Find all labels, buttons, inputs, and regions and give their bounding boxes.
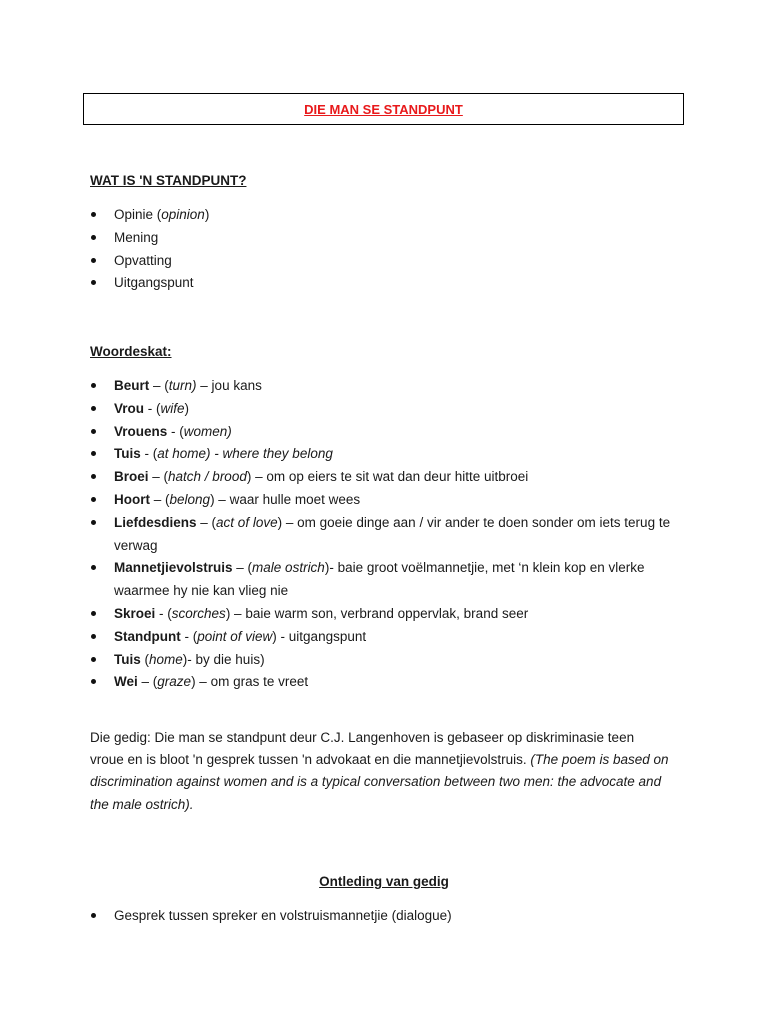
title-box: [83, 93, 684, 125]
list-item: Beurt – (turn) – jou kans: [90, 375, 676, 398]
list-item: Vrouens - (women): [90, 421, 676, 444]
section-heading-woordeskat: Woordeskat:: [90, 344, 172, 359]
poem-description: Die gedig: Die man se standpunt deur C.J. Langenhoven is gebaseer op diskriminasie teen vroue en is bloot 'n gesprek tussen 'n advokaat en die mannetjievolstruis. (The poem is based on discrimination against women and is a typical conversation between two men: the advocate and the male ostrich).: [90, 730, 669, 812]
section-heading-ontleding: Ontleding van gedig: [319, 874, 449, 889]
vocabulary-list: [90, 375, 676, 694]
page-title: DIE MAN SE STANDPUNT: [304, 101, 463, 117]
list-item: Mannetjievolstruis – (male ostrich)- baie groot voëlmannetjie, met ‘n klein kop en vlerke waarmee hy nie kan vlieg nie: [90, 557, 676, 603]
list-item: Opinie (opinion): [90, 204, 209, 227]
list-item: Opvatting: [90, 250, 209, 273]
list-item: Gesprek tussen spreker en volstruismannetjie (dialogue): [90, 905, 452, 928]
list-item: Liefdesdiens – (act of love) – om goeie dinge aan / vir ander te doen sonder om iets terug te verwag: [90, 512, 676, 558]
list-item: Skroei - (scorches) – baie warm son, verbrand oppervlak, brand seer: [90, 603, 676, 626]
analysis-list: [90, 905, 452, 928]
list-item: Mening: [90, 227, 209, 250]
list-item: Uitgangspunt: [90, 272, 209, 295]
list-item: Broei – (hatch / brood) – om op eiers te sit wat dan deur hitte uitbroei: [90, 466, 676, 489]
list-item: Hoort – (belong) – waar hulle moet wees: [90, 489, 676, 512]
list-item: Standpunt - (point of view) - uitgangspunt: [90, 626, 676, 649]
list-item: Tuis (home)- by die huis): [90, 649, 676, 672]
list-item: Vrou - (wife): [90, 398, 676, 421]
list-item: Wei – (graze) – om gras te vreet: [90, 671, 676, 694]
standpunt-list: [90, 204, 209, 295]
list-item: Tuis - (at home) - where they belong: [90, 443, 676, 466]
section-heading-standpunt: WAT IS 'N STANDPUNT?: [90, 173, 247, 188]
